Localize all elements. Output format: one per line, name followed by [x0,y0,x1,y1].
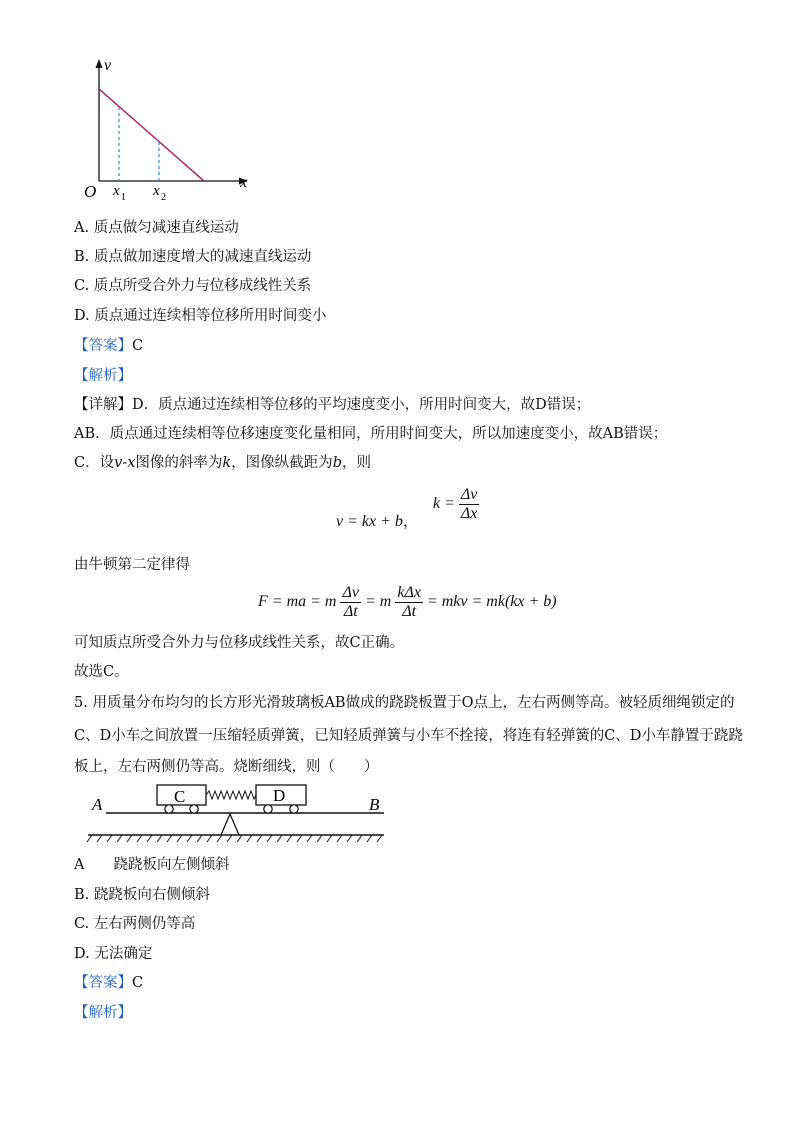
eq2-denominator-1: Δt [343,603,358,620]
eq2-numerator-2: kΔx [397,584,421,601]
eq2-denominator-2: Δt [402,603,417,620]
point-a-label: A [92,795,103,814]
equation-1 [336,486,479,531]
eq2-numerator-1: Δv [342,584,359,601]
eq1-k: k = [432,495,455,513]
eq2-part1: F = ma = m [258,593,337,611]
q5-answer-value: C [132,975,144,991]
cart-c-label: C [174,787,186,806]
v-x-line [99,89,204,181]
seesaw-figure [84,780,394,845]
q5-stem-line-1: 5. 用质量分布均匀的长方形光滑玻璃板AB做成的跷跷板置于O点上，左右两侧等高。被轻质细绳锁定的 [74,695,735,711]
detail-c-mid2: ，图像纵截距为 [231,455,333,471]
equation-2 [258,584,557,621]
eq2-part2: = m [364,593,392,611]
q4-detail-d [74,395,590,415]
detail-c-mid: 图像的斜率为 [135,455,223,471]
cart-d-wheel-left [264,805,272,813]
x1-subscript: 1 [121,192,126,203]
x2-subscript: 2 [161,192,166,203]
q5-option-a: A 跷跷板向左侧倾斜 [74,857,230,873]
cart-d-wheel-right [290,805,298,813]
q4-conclusion: 可知质点所受合外力与位移成线性关系，故C正确。 [74,635,405,651]
q5-stem-line-3: 板上，左右两侧仍等高。烧断细线，则（ ） [74,759,379,775]
detail-c-prefix: C．设 [74,455,115,471]
q4-choose: 故选C。 [74,664,129,680]
q5-answer-tag: 【答案】 [74,975,132,991]
eq1-numerator: Δv [460,486,478,503]
newton-line: 由牛顿第二定律得 [74,557,190,573]
x1-label: x [113,183,120,199]
eq1-sep: ， [402,513,419,531]
fulcrum-o [221,814,239,835]
detail-c-k: k [222,455,232,471]
x-axis-label: x [240,174,248,191]
q5-analysis-tag: 【解析】 [74,1005,132,1021]
q4-option-c: C. 质点所受合外力与位移成线性关系 [74,278,312,294]
detail-tag: 【详解】 [74,397,132,413]
q5-answer [74,973,143,993]
eq1-denominator: Δx [460,505,478,522]
q4-option-d: D. 质点通过连续相等位移所用时间变小 [74,308,327,324]
eq1-left: v = kx + b [336,513,403,531]
q4-option-b: B. 质点做加速度增大的减速直线运动 [74,249,312,265]
velocity-position-graph [80,55,260,205]
q5-option-b: B. 跷跷板向右侧倾斜 [74,887,210,903]
q4-detail-c [74,453,371,473]
point-b-label: B [369,795,380,814]
origin-label: O [84,182,97,201]
detail-c-var: v-x [114,455,136,471]
eq2-part3: = mkv = mk(kx + b) [426,593,557,611]
ground-hatching [87,835,382,842]
q4-detail-ab: AB．质点通过连续相等位移速度变化量相同，所用时间变大，所以加速度变小，故AB错误； [74,426,668,442]
eq1-fraction [459,486,480,523]
detail-c-b: b [332,455,342,471]
q4-analysis-tag: 【解析】 [74,368,132,384]
detail-c-end: ，则 [341,455,371,471]
q5-option-d: D. 无法确定 [74,946,153,962]
eq2-fraction-2 [395,584,423,621]
answer-tag: 【答案】 [74,338,132,354]
cart-d-label: D [273,786,286,805]
eq2-fraction-1 [340,584,361,621]
answer-value: C [132,338,144,354]
cart-c-wheel-left [165,805,173,813]
cart-c-wheel-right [190,805,198,813]
v-axis-arrow [96,59,103,68]
q5-option-c: C. 左右两侧仍等高 [74,916,196,932]
q4-answer [74,336,143,356]
q5-stem-line-2: C、D小车之间放置一压缩轻质弹簧，已知轻质弹簧与小车不拴接，将连有轻弹簧的C、D小车静置于跷跷 [74,728,743,744]
v-axis-label: v [104,57,112,74]
x2-label: x [153,183,160,199]
q4-option-a: A. 质点做匀减速直线运动 [74,220,239,236]
compressed-spring [206,791,256,799]
detail-d-text: D．质点通过连续相等位移的平均速度变小，所用时间变大，故D错误； [132,397,591,413]
